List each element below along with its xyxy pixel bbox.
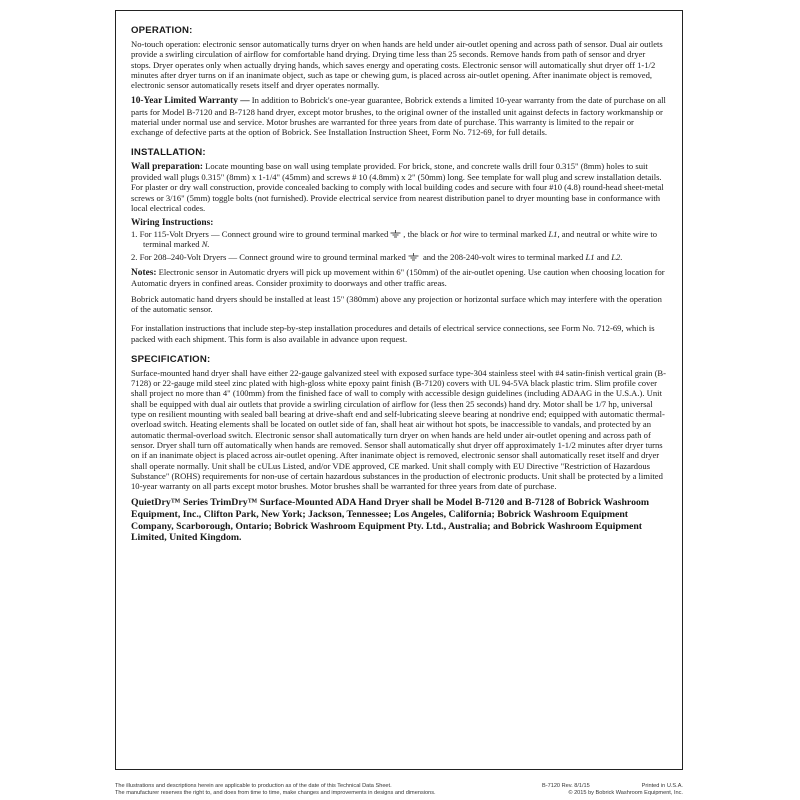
operation-paragraph: No-touch operation: electronic sensor automatically turns dryer on when hands are held under air-outlet opening and across path of sensor. Dual air outlets provide a swirling circulation of airflow for comfortable hand drying. Drying time less than 25 seconds. Remove hands from path of sensor and dryer stops. Dryer operates only when actually drying hands, which saves energy and operating costs. Electronic sensor will automatically shut dryer off 1-1/2 minutes after dryer turns on if an inanimate object, such as tape or chewing gum, is placed across air-outlet opening. After inanimate object is removed, electronic sensor automatically resets itself and dryer operates normally.	[131, 39, 663, 91]
footer-disclaimer: The illustrations and descriptions herein are applicable to production as of the date of this Technical Data Sheet. The manufacturer reserves the right to, and does from time to time, make changes and improvements in designs and dimensions.	[115, 783, 436, 797]
wall-preparation-text: Locate mounting base on wall using template provided. For brick, stone, and concrete walls drill four 0.315" (8mm) holes to suit provided wall plugs 0.315" (8mm) x 1-1/4" (45mm) and screws # 10 (4.8mm) x 2" (50mm) long. See template for wall plug and screw installation details. For plaster or dry wall construction, provide concealed backing to comply with local building codes and secure with four #10 (4.8) round-head sheet-metal screws or 3/16" (5mm) toggle bolts (not furnished). Provide electrical service from nearest distribution panel to dryer mounting base in conformance with local electrical codes.	[131, 160, 664, 213]
form-note-paragraph: For installation instructions that include step-by-step installation procedures and details of electrical service connections, see Form No. 712-69, which is packed with each shipment. This form is also available in advance upon request.	[131, 323, 655, 344]
technical-data-sheet	[115, 10, 683, 770]
wiring-item-115v: 1. For 115-Volt Dryers — Connect ground wire to ground terminal marked , the black or hot wire to terminal marked L1, and neutral or white wire to terminal marked N.	[131, 229, 658, 250]
wall-preparation-paragraph	[131, 161, 667, 213]
operation-heading: OPERATION:	[131, 25, 193, 36]
warranty-paragraph	[131, 95, 667, 137]
specification-final-statement: QuietDry™ Series TrimDry™ Surface-Mounted ADA Hand Dryer shall be Model B-7120 and B-7128 of Bobrick Washroom Equipment, Inc., Clifton Park, New York; Jackson, Tennessee; Los Angeles, California; Bobrick Washroom Equipment Company, Scarborough, Ontario; Bobrick Washroom Equipment Pty. Ltd., Australia; and Bobrick Washroom Equipment Limited, United Kingdom.	[131, 497, 650, 544]
notes-paragraph	[131, 267, 667, 289]
specification-heading: SPECIFICATION:	[131, 353, 211, 365]
warranty-title: 10-Year Limited Warranty —	[131, 96, 250, 107]
ground-symbol-icon	[408, 253, 419, 261]
installation-heading: INSTALLATION:	[131, 146, 206, 158]
wall-preparation-title: Wall preparation:	[131, 161, 203, 172]
footer-copyright: Printed in U.S.A. © 2015 by Bobrick Washroom Equipment, Inc.	[568, 783, 683, 797]
footer-revision: B-7120 Rev. 8/1/15	[542, 783, 590, 789]
warranty-text: In addition to Bobrick's one-year guarantee, Bobrick extends a limited 10-year warranty from the date of purchase on all parts for Model B-7120 and B-7128 hand dryer, except motor brushes, to the original owner of the installed unit against defects in factory workmanship or material under normal use and service. Motor brushes are warranted for three years from date of purchase. This warranty is limited to the repair or exchange of defective parts at the option of Bobrick. See Installation Instruction Sheet, Form No. 712-69, for full details.	[131, 95, 666, 138]
notes-title: Notes:	[131, 268, 157, 279]
notes-text: Electronic sensor in Automatic dryers will pick up movement within 6" (150mm) of the air-outlet opening. Use caution when choosing location for Automatic dryers in confined areas. Consider proximity to doorways and other traffic areas.	[131, 267, 665, 289]
wiring-instructions-title: Wiring Instructions:	[131, 218, 214, 229]
height-note-paragraph: Bobrick automatic hand dryers should be installed at least 15" (380mm) above any projection or horizontal surface which may interfere with the operation of the automatic sensor.	[131, 293, 662, 314]
ground-symbol-icon	[390, 230, 401, 238]
specification-paragraph: Surface-mounted hand dryer shall have either 22-gauge galvanized steel with exposed surface type-304 stainless steel with #4 satin-finish vertical grain (B-7128) or 22-gauge mild steel zinc plated with high-gloss white epoxy paint finish (B-7120) covers with UL 94-5VA black plastic trim. Slim profile cover shall project no more than 4" (100mm) from the finished face of wall to comply with accessible design guidelines (including ADAAG in the U.S.A.). Unit shall be equipped with dual air outlets that provide a swirling circulation of airflow for (less then 25 seconds) hand dry. Motor shall be 1/7 hp, universal type on resilient mounting with sealed ball bearing at drive-shaft end and self-lubricating sleeve bearing at nondrive end; equipped with automatic thermal-overload switch. Heating elements shall be located on outlet side of fan, shall heat air without hot spots, be inaccessible to vandals, and protected by an automatic thermal-overload switch. Electronic sensor shall automatically turn dryer on when hands are held under air-outlet opening and across path of sensor. Dryer shall turn off automatically when hands are removed. Sensor shall automatically shut dryer off approximately 1-1/2 minutes after dryer turns on if an inanimate object is placed across air-outlet opening. After inanimate object is removed, electronic sensor shall automatically reset itself and dryer shall operate normally. Unit shall be cULus Listed, and/or VDE approved, CE marked. Unit shall comply with EU Directive "Restriction of Hazardous Substance" (ROHS) requirements for non-use of certain hazardous substances in the production of electronic products. Unit shall be protected by a limited 10-year warranty on all parts except motor brushes. Motor brushes shall be warranted for three years from date of purchase.	[131, 367, 667, 492]
wiring-item-208v: 2. For 208–240-Volt Dryers — Connect ground wire to ground terminal marked and the 208-240-volt wires to terminal marked L1 and L2.	[131, 251, 623, 262]
